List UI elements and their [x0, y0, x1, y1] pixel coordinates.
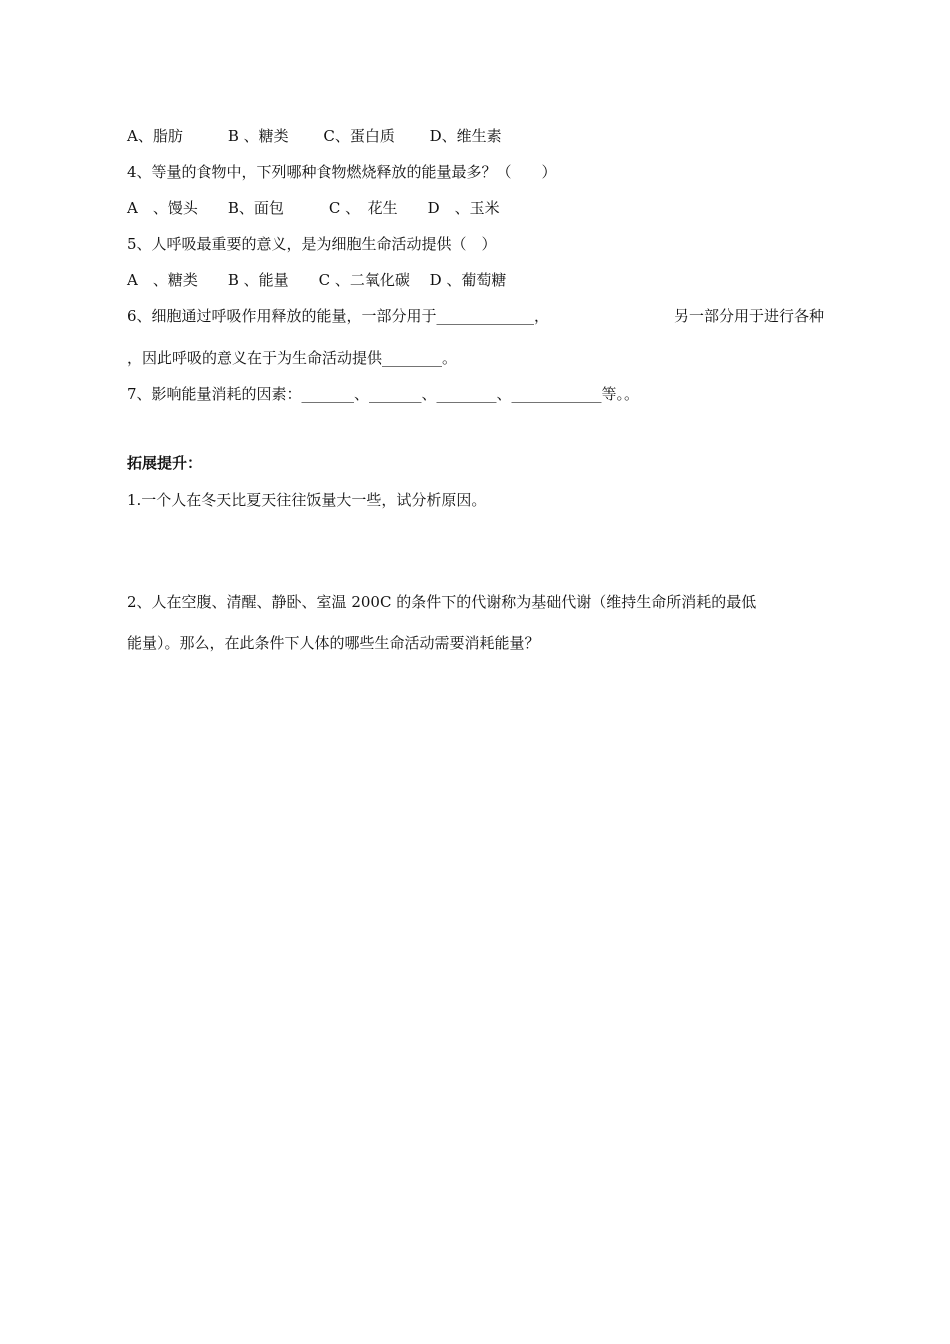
q7-question: 7、影响能量消耗的因素：_______、_______、________、____________等。。 [127, 385, 640, 403]
q6-line2: ，因此呼吸的意义在于为生命活动提供________。 [127, 349, 458, 367]
extension-item-1: 1.一个人在冬天比夏天往往饭量大一些，试分析原因。 [127, 491, 487, 509]
q3-options: A、脂肪 B 、糖类 C、蛋白质 D、维生素 [127, 127, 502, 145]
q6-line1 [127, 305, 824, 327]
q4-question: 4、等量的食物中，下列哪种食物燃烧释放的能量最多？（ ） [127, 163, 557, 181]
extension-heading: 拓展提升： [127, 454, 203, 472]
extension-item-2-line1: 2、人在空腹、清醒、静卧、室温 200C 的条件下的代谢称为基础代谢（维持生命所消耗的最低 [127, 593, 757, 611]
q5-options: A 、糖类 B 、能量 C 、二氧化碳 D 、葡萄糖 [127, 271, 507, 289]
q6-line1-part2: 另一部分用于进行各种 [673, 307, 824, 325]
extension-item-2-line2: 能量）。那么，在此条件下人体的哪些生命活动需要消耗能量？ [127, 634, 540, 652]
q6-line1-part1: 6、细胞通过呼吸作用释放的能量，一部分用于_____________， [127, 307, 550, 325]
q4-options: A 、馒头 B、面包 C 、 花生 D 、玉米 [127, 199, 500, 217]
q5-question: 5、人呼吸最重要的意义，是为细胞生命活动提供（ ） [127, 235, 497, 253]
